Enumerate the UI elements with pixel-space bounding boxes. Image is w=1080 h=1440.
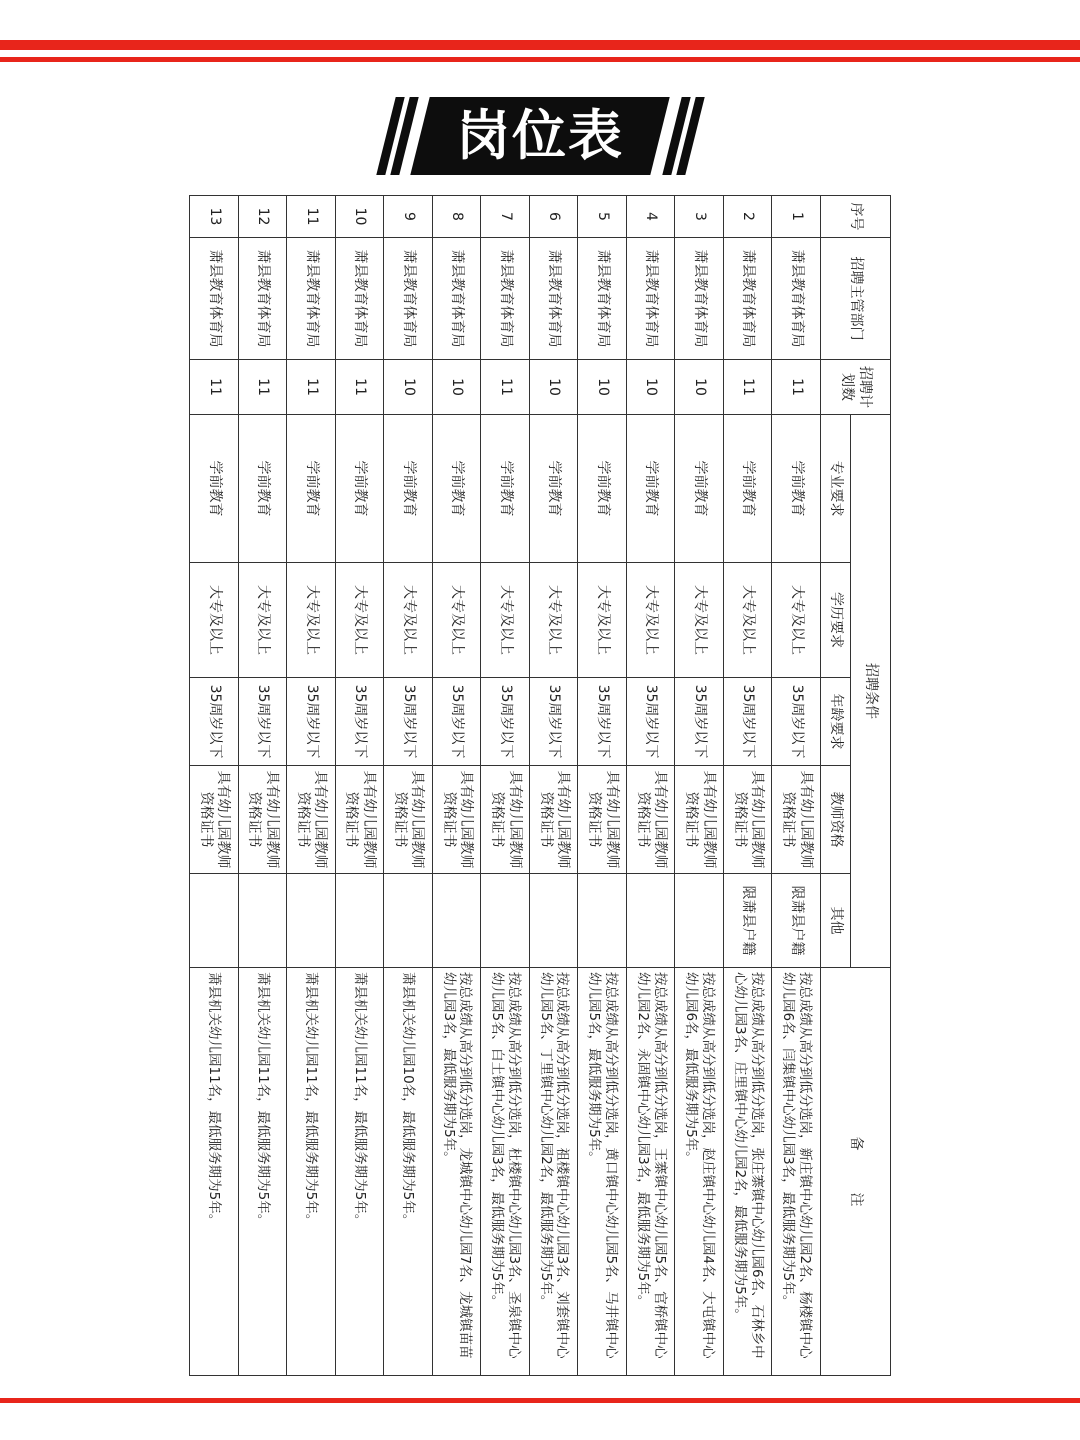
- cell-cert: 具有幼儿园教师资格证书: [190, 766, 239, 874]
- cell-edu: 大专及以上: [675, 563, 724, 678]
- cell-dept: 萧县教育体育局: [432, 238, 481, 360]
- cell-edu: 大专及以上: [335, 563, 384, 678]
- cell-cert: 具有幼儿园教师资格证书: [529, 766, 578, 874]
- cell-age: 35周岁以下: [723, 678, 772, 766]
- cell-dept: 萧县教育体育局: [481, 238, 530, 360]
- cell-seq: 13: [190, 196, 239, 238]
- cell-seq: 3: [675, 196, 724, 238]
- cell-major: 学前教育: [384, 415, 433, 563]
- header-plan: 招聘计划数: [821, 360, 891, 415]
- cell-note: 按总成绩从高分到低分选岗，黄口镇中心幼儿园5名、马井镇中心幼儿园5名，最低服务期为5年。: [578, 968, 627, 1376]
- cell-cert: 具有幼儿园教师资格证书: [578, 766, 627, 874]
- cell-plan: 10: [626, 360, 675, 415]
- cell-age: 35周岁以下: [384, 678, 433, 766]
- cell-major: 学前教育: [335, 415, 384, 563]
- cell-age: 35周岁以下: [772, 678, 821, 766]
- table-row: [723, 196, 772, 1376]
- cell-note: 按总成绩从高分到低分选岗，张庄寨镇中心幼儿园6名、石林乡中心幼儿园3名、庄里镇中心幼儿园2名，最低服务期为5年。: [723, 968, 772, 1376]
- cell-cert: 具有幼儿园教师资格证书: [481, 766, 530, 874]
- table-row: [384, 196, 433, 1376]
- table-row: [335, 196, 384, 1376]
- cell-cert: 具有幼儿园教师资格证书: [287, 766, 336, 874]
- table-row: [481, 196, 530, 1376]
- table-row: [190, 196, 239, 1376]
- cell-seq: 1: [772, 196, 821, 238]
- cell-cert: 具有幼儿园教师资格证书: [238, 766, 287, 874]
- cell-cert: 具有幼儿园教师资格证书: [384, 766, 433, 874]
- cell-seq: 11: [287, 196, 336, 238]
- cell-other: [287, 874, 336, 968]
- header-conditions: 招聘条件: [851, 415, 891, 968]
- cell-note: 按总成绩从高分到低分选岗，杜楼镇中心幼儿园3名、圣泉镇中心幼儿园5名、白土镇中心幼儿园3名，最低服务期为5年。: [481, 968, 530, 1376]
- title-banner: [380, 97, 700, 175]
- cell-dept: 萧县教育体育局: [772, 238, 821, 360]
- cell-edu: 大专及以上: [238, 563, 287, 678]
- header-seq: 序号: [821, 196, 891, 238]
- cell-edu: 大专及以上: [529, 563, 578, 678]
- cell-edu: 大专及以上: [287, 563, 336, 678]
- cell-major: 学前教育: [723, 415, 772, 563]
- header-other: 其他: [821, 874, 851, 968]
- cell-dept: 萧县教育体育局: [723, 238, 772, 360]
- header-dept: 招聘主管部门: [821, 238, 891, 360]
- cell-plan: 11: [238, 360, 287, 415]
- cell-major: 学前教育: [190, 415, 239, 563]
- cell-major: 学前教育: [238, 415, 287, 563]
- cell-plan: 11: [287, 360, 336, 415]
- table-row: [578, 196, 627, 1376]
- cell-major: 学前教育: [287, 415, 336, 563]
- cell-major: 学前教育: [675, 415, 724, 563]
- header-note: 备 注: [821, 968, 891, 1376]
- table-row: [772, 196, 821, 1376]
- cell-seq: 5: [578, 196, 627, 238]
- cell-plan: 10: [675, 360, 724, 415]
- cell-seq: 10: [335, 196, 384, 238]
- table-row: [432, 196, 481, 1376]
- cell-cert: 具有幼儿园教师资格证书: [723, 766, 772, 874]
- cell-age: 35周岁以下: [190, 678, 239, 766]
- cell-age: 35周岁以下: [481, 678, 530, 766]
- cell-edu: 大专及以上: [723, 563, 772, 678]
- cell-dept: 萧县教育体育局: [529, 238, 578, 360]
- cell-note: 按总成绩从高分到低分选岗，赵庄镇中心幼儿园4名、大屯镇中心幼儿园6名，最低服务期为5年。: [675, 968, 724, 1376]
- cell-other: 限萧县户籍: [772, 874, 821, 968]
- cell-dept: 萧县教育体育局: [675, 238, 724, 360]
- cell-age: 35周岁以下: [578, 678, 627, 766]
- cell-note: 萧县机关幼儿园11名，最低服务期为5年。: [287, 968, 336, 1376]
- header-major: 专业要求: [821, 415, 851, 563]
- cell-other: [190, 874, 239, 968]
- cell-plan: 11: [723, 360, 772, 415]
- cell-major: 学前教育: [772, 415, 821, 563]
- cell-age: 35周岁以下: [238, 678, 287, 766]
- cell-edu: 大专及以上: [481, 563, 530, 678]
- position-table-container: [189, 195, 891, 1375]
- cell-note: 萧县机关幼儿园11名，最低服务期为5年。: [238, 968, 287, 1376]
- cell-other: [238, 874, 287, 968]
- cell-edu: 大专及以上: [432, 563, 481, 678]
- table-row: [238, 196, 287, 1376]
- cell-other: [335, 874, 384, 968]
- cell-dept: 萧县教育体育局: [578, 238, 627, 360]
- cell-note: 按总成绩从高分到低分选岗，王寨镇中心幼儿园5名、官桥镇中心幼儿园2名、永固镇中心幼儿园3名，最低服务期为5年。: [626, 968, 675, 1376]
- cell-seq: 12: [238, 196, 287, 238]
- table-row: [626, 196, 675, 1376]
- cell-major: 学前教育: [578, 415, 627, 563]
- cell-other: [481, 874, 530, 968]
- cell-age: 35周岁以下: [626, 678, 675, 766]
- cell-other: [529, 874, 578, 968]
- cell-age: 35周岁以下: [432, 678, 481, 766]
- header-cert: 教师资格: [821, 766, 851, 874]
- cell-note: 按总成绩从高分到低分选岗，祖楼镇中心幼儿园3名、刘套镇中心幼儿园5名、丁里镇中心幼儿园2名，最低服务期为5年。: [529, 968, 578, 1376]
- cell-other: 限萧县户籍: [723, 874, 772, 968]
- cell-other: [432, 874, 481, 968]
- cell-age: 35周岁以下: [335, 678, 384, 766]
- table-row: [675, 196, 724, 1376]
- cell-major: 学前教育: [626, 415, 675, 563]
- cell-plan: 11: [772, 360, 821, 415]
- header-edu: 学历要求: [821, 563, 851, 678]
- cell-plan: 11: [335, 360, 384, 415]
- cell-edu: 大专及以上: [384, 563, 433, 678]
- cell-dept: 萧县教育体育局: [335, 238, 384, 360]
- top-red-stripe: [0, 40, 1080, 50]
- cell-major: 学前教育: [529, 415, 578, 563]
- cell-plan: 11: [190, 360, 239, 415]
- cell-dept: 萧县教育体育局: [626, 238, 675, 360]
- cell-edu: 大专及以上: [626, 563, 675, 678]
- cell-note: 按总成绩从高分到低分选岗，龙城镇中心幼儿园7名、龙城镇苗苗幼儿园3名，最低服务期为5年。: [432, 968, 481, 1376]
- cell-plan: 10: [529, 360, 578, 415]
- cell-age: 35周岁以下: [675, 678, 724, 766]
- table-row: [287, 196, 336, 1376]
- cell-seq: 2: [723, 196, 772, 238]
- cell-dept: 萧县教育体育局: [384, 238, 433, 360]
- cell-cert: 具有幼儿园教师资格证书: [432, 766, 481, 874]
- cell-cert: 具有幼儿园教师资格证书: [772, 766, 821, 874]
- cell-plan: 10: [384, 360, 433, 415]
- cell-dept: 萧县教育体育局: [287, 238, 336, 360]
- table-row: [529, 196, 578, 1376]
- cell-cert: 具有幼儿园教师资格证书: [335, 766, 384, 874]
- cell-other: [384, 874, 433, 968]
- cell-note: 萧县机关幼儿园11名，最低服务期为5年。: [190, 968, 239, 1376]
- position-table: [189, 195, 891, 1376]
- cell-note: 萧县机关幼儿园10名，最低服务期为5年。: [384, 968, 433, 1376]
- cell-age: 35周岁以下: [529, 678, 578, 766]
- header-age: 年龄要求: [821, 678, 851, 766]
- cell-other: [626, 874, 675, 968]
- cell-age: 35周岁以下: [287, 678, 336, 766]
- cell-edu: 大专及以上: [772, 563, 821, 678]
- cell-dept: 萧县教育体育局: [238, 238, 287, 360]
- cell-seq: 7: [481, 196, 530, 238]
- cell-cert: 具有幼儿园教师资格证书: [675, 766, 724, 874]
- cell-seq: 9: [384, 196, 433, 238]
- cell-seq: 6: [529, 196, 578, 238]
- cell-note: 萧县机关幼儿园11名，最低服务期为5年。: [335, 968, 384, 1376]
- cell-edu: 大专及以上: [578, 563, 627, 678]
- cell-dept: 萧县教育体育局: [190, 238, 239, 360]
- cell-plan: 11: [481, 360, 530, 415]
- cell-other: [675, 874, 724, 968]
- cell-other: [578, 874, 627, 968]
- cell-plan: 10: [432, 360, 481, 415]
- bottom-red-stripe: [0, 1398, 1080, 1403]
- cell-seq: 4: [626, 196, 675, 238]
- cell-major: 学前教育: [432, 415, 481, 563]
- cell-seq: 8: [432, 196, 481, 238]
- cell-major: 学前教育: [481, 415, 530, 563]
- cell-cert: 具有幼儿园教师资格证书: [626, 766, 675, 874]
- cell-note: 按总成绩从高分到低分选岗，新庄镇中心幼儿园2名、杨楼镇中心幼儿园6名、闫集镇中心幼儿园3名，最低服务期为5年。: [772, 968, 821, 1376]
- top-red-stripe-thin: [0, 57, 1080, 62]
- page-title: 岗位表: [456, 104, 624, 167]
- cell-edu: 大专及以上: [190, 563, 239, 678]
- cell-plan: 10: [578, 360, 627, 415]
